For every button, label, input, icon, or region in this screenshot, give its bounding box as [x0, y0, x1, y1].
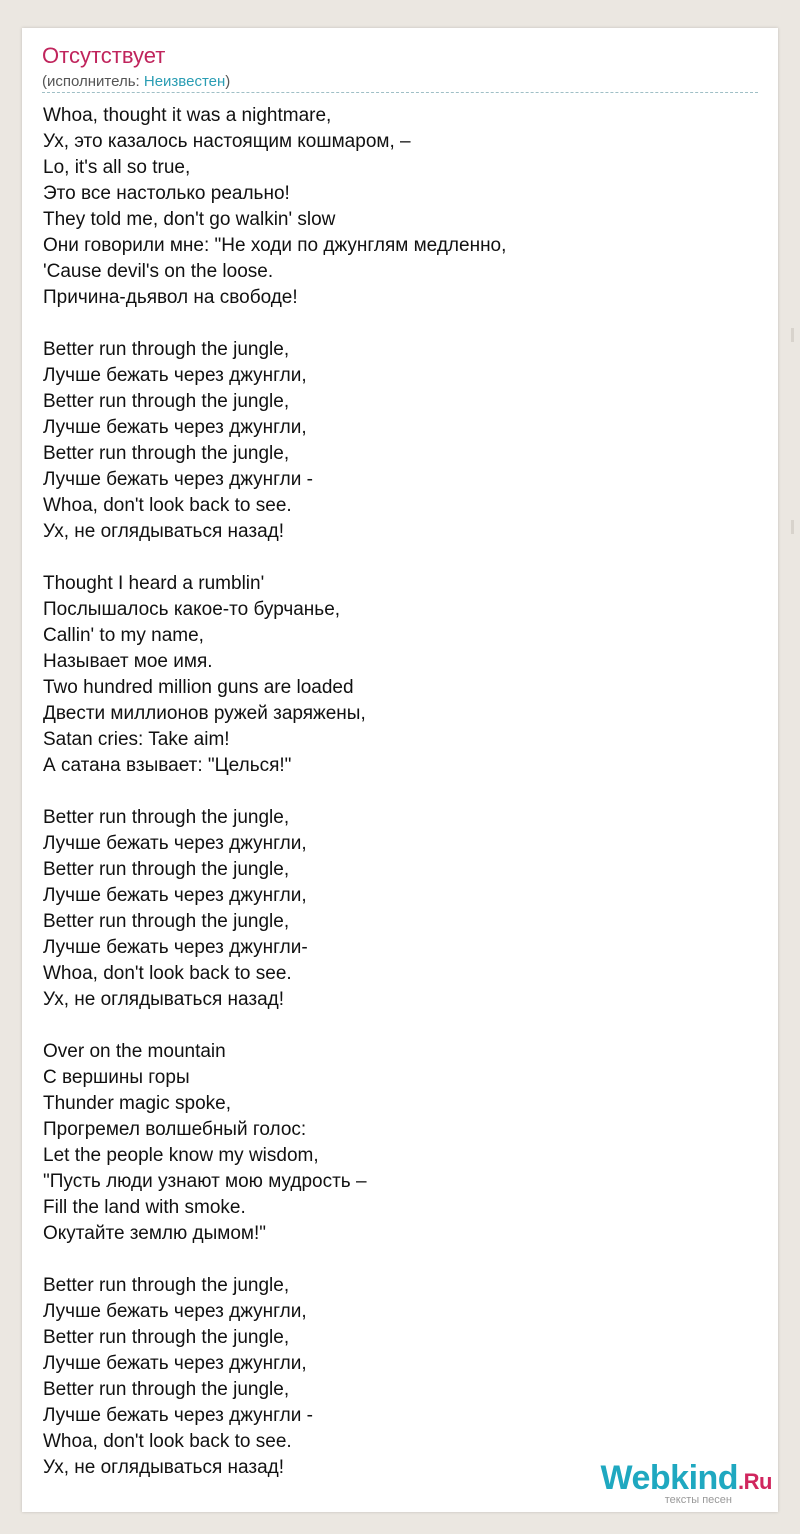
lyric-line: Лучше бежать через джунгли, — [43, 1301, 307, 1322]
lyric-line: Whoa, don't look back to see. — [43, 1431, 292, 1452]
lyric-line: Better run through the jungle, — [43, 339, 290, 360]
logo-domain: .Ru — [738, 1469, 772, 1494]
lyric-line: Better run through the jungle, — [43, 1275, 290, 1296]
artist-line — [42, 73, 230, 91]
lyric-line: "Пусть люди узнают мою мудрость – — [43, 1171, 367, 1192]
lyric-line: Better run through the jungle, — [43, 391, 290, 412]
lyric-line: Ух, не оглядываться назад! — [43, 1457, 284, 1478]
lyric-line: Называет мое имя. — [43, 651, 213, 672]
lyric-line: Thought I heard a rumblin' — [43, 573, 265, 594]
divider — [42, 92, 758, 93]
artist-link[interactable]: Неизвестен — [143, 73, 226, 90]
lyric-line: Лучше бежать через джунгли- — [43, 937, 308, 958]
scroll-marker — [791, 328, 794, 342]
lyric-line: Двести миллионов ружей заряжены, — [43, 703, 366, 724]
stanza-break — [43, 779, 743, 805]
lyric-line: Better run through the jungle, — [43, 1379, 290, 1400]
lyric-line: Лучше бежать через джунгли, — [43, 833, 307, 854]
lyric-line: Callin' to my name, — [43, 625, 204, 646]
lyric-line: Окутайте землю дымом!" — [43, 1223, 267, 1244]
lyric-line: Fill the land with smoke. — [43, 1197, 246, 1218]
lyric-line: Lo, it's all so true, — [43, 157, 191, 178]
logo-wordmark: Webkind — [600, 1459, 739, 1497]
lyric-line: Лучше бежать через джунгли - — [43, 469, 313, 490]
stanza-break — [43, 545, 743, 571]
lyric-line: Better run through the jungle, — [43, 1327, 290, 1348]
lyric-line: Послышалось какое-то бурчанье, — [43, 599, 341, 620]
lyric-line: А сатана взывает: "Целься!" — [43, 755, 292, 776]
lyric-line: Better run through the jungle, — [43, 443, 290, 464]
lyric-line: Лучше бежать через джунгли, — [43, 365, 307, 386]
site-logo[interactable] — [601, 1461, 773, 1506]
stanza-break — [43, 1013, 743, 1039]
lyric-line: Лучше бежать через джунгли, — [43, 417, 307, 438]
lyric-line: Let the people know my wisdom, — [43, 1145, 319, 1166]
lyric-line: Two hundred million guns are loaded — [43, 677, 354, 698]
song-title: Отсутствует — [42, 43, 166, 68]
lyric-line: Причина-дьявол на свободе! — [43, 287, 298, 308]
lyric-line: Прогремел волшебный голос: — [43, 1119, 307, 1140]
lyric-line: Ух, не оглядываться назад! — [43, 521, 284, 542]
lyric-line: Whoa, don't look back to see. — [43, 963, 292, 984]
lyric-line: 'Cause devil's on the loose. — [43, 261, 274, 282]
lyric-line: Over on the mountain — [43, 1041, 226, 1062]
lyric-line: Better run through the jungle, — [43, 911, 290, 932]
lyric-line: Лучше бежать через джунгли - — [43, 1405, 313, 1426]
lyric-line: Better run through the jungle, — [43, 807, 290, 828]
lyric-line: Ух, это казалось настоящим кошмаром, – — [43, 131, 411, 152]
lyric-line: Это все настолько реально! — [43, 183, 290, 204]
lyric-line: Whoa, don't look back to see. — [43, 495, 292, 516]
lyric-line: They told me, don't go walkin' slow — [43, 209, 336, 230]
artist-suffix: ) — [225, 73, 231, 90]
stanza-break — [43, 311, 743, 337]
lyric-line: Whoa, thought it was a nightmare, — [43, 105, 332, 126]
artist-prefix: (исполнитель: — [42, 73, 144, 90]
stanza-break — [43, 1247, 743, 1273]
lyric-line: С вершины горы — [43, 1067, 190, 1088]
lyric-line: Better run through the jungle, — [43, 859, 290, 880]
lyrics-card — [22, 28, 778, 1512]
lyric-line: Ух, не оглядываться назад! — [43, 989, 284, 1010]
logo-tagline: тексты песен — [664, 1494, 732, 1506]
lyric-line: Они говорили мне: "Не ходи по джунглям медленно, — [43, 235, 507, 256]
lyric-line: Satan cries: Take aim! — [43, 729, 230, 750]
lyric-line: Лучше бежать через джунгли, — [43, 885, 307, 906]
lyrics-text — [43, 103, 743, 1481]
lyric-line: Лучше бежать через джунгли, — [43, 1353, 307, 1374]
lyric-line: Thunder magic spoke, — [43, 1093, 231, 1114]
scroll-marker — [791, 520, 794, 534]
